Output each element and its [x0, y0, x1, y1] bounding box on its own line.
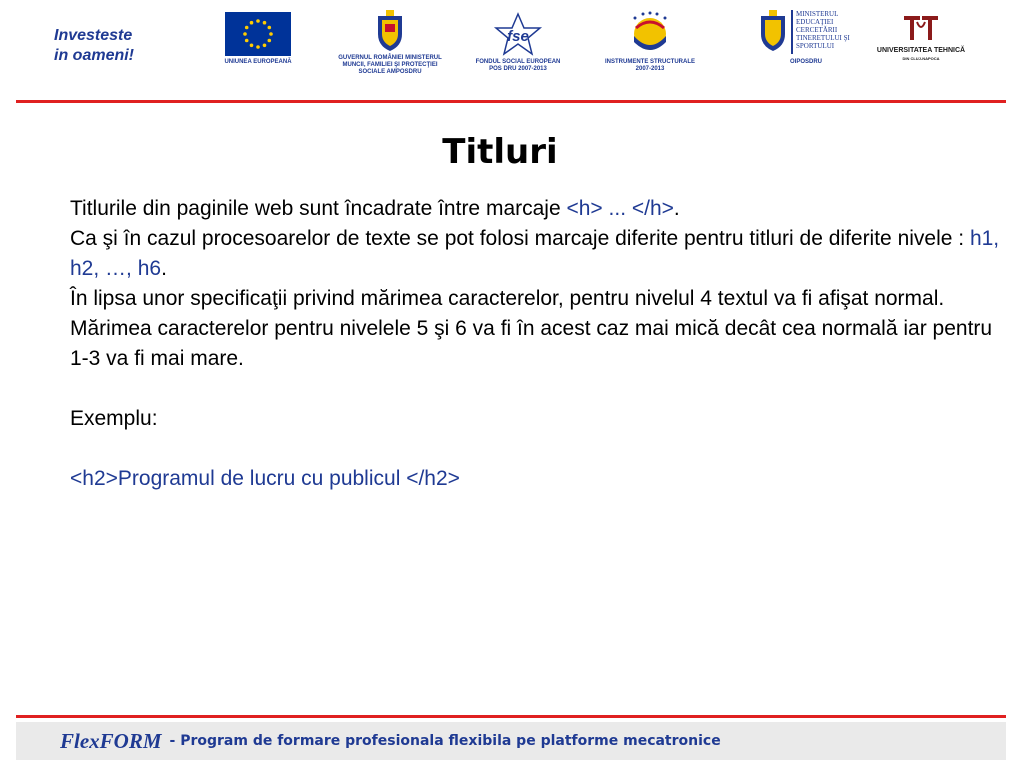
footer-bar	[16, 722, 1006, 760]
university-logo-sub: DIN CLUJ-NAPOCA	[902, 56, 940, 61]
example-label: Exemplu:	[70, 407, 158, 430]
university-logo	[874, 10, 968, 61]
fse-star-icon	[488, 12, 548, 56]
government-logo	[334, 10, 446, 76]
paragraph-2	[70, 224, 1000, 284]
example-code: <h2>Programul de lucru cu publicul </h2>	[70, 467, 460, 490]
ministry-crest-icon	[758, 10, 788, 56]
structural-instruments-caption: INSTRUMENTE STRUCTURALE 2007-2013	[605, 59, 695, 72]
fse-logo-caption: FONDUL SOCIAL EUROPEAN POS DRU 2007-2013	[475, 59, 561, 72]
ministry-education-logo	[754, 10, 858, 66]
ministry-divider	[791, 10, 793, 54]
structural-instruments-icon	[623, 10, 677, 56]
university-logo-caption: UNIVERSITATEA TEHNICĂ	[876, 47, 966, 54]
paragraph-2-code: h1, h2, …, h6	[70, 227, 1000, 280]
university-emblem-icon	[900, 10, 942, 44]
eu-logo	[218, 12, 298, 66]
paragraph-1-end: .	[673, 197, 680, 220]
spacer	[70, 374, 1000, 404]
footer-tagline: - Program de formare profesionala flexibila pe platforme mecatronice	[169, 733, 721, 749]
header-logo-bar	[0, 0, 1024, 100]
eu-logo-caption: UNIUNEA EUROPEANĂ	[224, 59, 292, 65]
header-divider	[16, 100, 1006, 103]
paragraph-3: În lipsa unor specificaţii privind mărimea caracterelor, pentru nivelul 4 textul va fi afişat normal.	[70, 287, 945, 310]
footer-brand: FlexFORM	[60, 728, 162, 753]
eu-flag-icon	[225, 12, 291, 56]
ministry-logo-caption: OIPOSDRU	[789, 59, 822, 65]
paragraph-1-code: <h> ... </h>	[566, 197, 674, 220]
paragraph-4: Mărimea caracterelor pentru nivelele 5 şi 6 va fi în acest caz mai mică decât cea normală iar pentru 1-3 va fi mai mare.	[70, 317, 993, 370]
slide-body	[70, 194, 1000, 494]
slide-title: Titluri	[442, 132, 558, 172]
slogan-line-1: Investeste	[54, 27, 133, 44]
ministry-name: MINISTERUL EDUCAŢIEI CERCETĂRII TINERETULUI ŞI SPORTULUI	[796, 10, 850, 50]
slogan	[54, 26, 164, 66]
coat-of-arms-icon	[375, 10, 405, 52]
paragraph-1	[70, 194, 1000, 224]
paragraph-2-end: .	[161, 257, 167, 280]
fse-text: fse	[507, 28, 529, 45]
paragraph-2-text: Ca şi în cazul procesoarelor de texte se pot folosi marcaje diferite pentru titluri de diferite nivele :	[70, 227, 970, 250]
spacer	[70, 434, 1000, 464]
slogan-line-2: in oameni!	[54, 47, 135, 64]
government-logo-caption: GUVERNUL ROMÂNIEI MINISTERUL MUNCII, FAMILIEI ŞI PROTECŢIEI SOCIALE AMPOSDRU	[338, 55, 442, 75]
footer-divider	[16, 715, 1006, 718]
structural-instruments-logo	[600, 10, 700, 73]
fse-logo	[472, 12, 564, 73]
paragraph-1-text: Titlurile din paginile web sunt încadrate între marcaje	[70, 197, 567, 220]
